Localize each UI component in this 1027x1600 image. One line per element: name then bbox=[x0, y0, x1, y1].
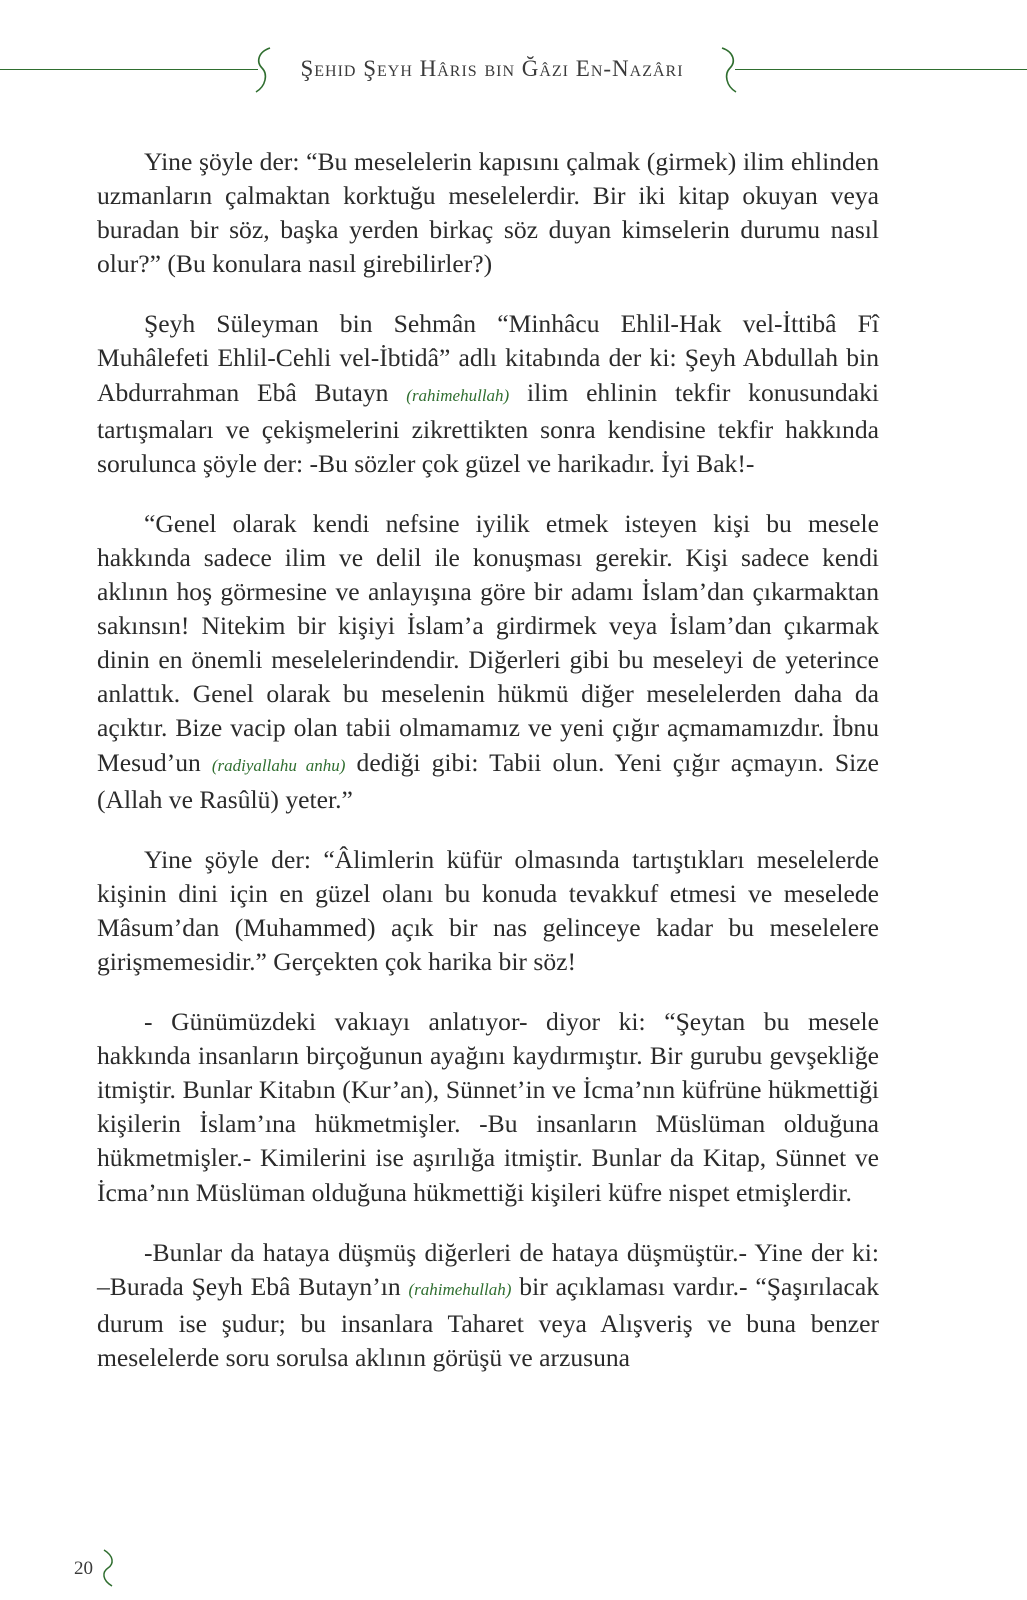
page-ornament-icon bbox=[96, 1548, 118, 1588]
paragraph-text: Yine şöyle der: “Âlimlerin küfür olmasında tartıştıkları meselelerde kişinin dini için en güzel olanı bu konuda tevakkuf etmesi ve meselede Mâsum’dan (Muhammed) açık bir nas gelinceye kadar bu meselelere girişmemesidir.” Gerçekten çok harika bir söz! bbox=[97, 844, 879, 976]
page-number: 20 bbox=[74, 1558, 93, 1579]
paragraph bbox=[97, 307, 879, 480]
paragraph-text: Yine şöyle der: “Bu meselelerin kapısını çalmak (girmek) ilim ehlinden uzmanların çalmaktan korktuğu meselelerdir. Bir iki kitap okuyan veya buradan bir söz, başka yerden birkaç söz duyan kimselerin durumu nasıl olur?” (Bu konulara nasıl girebilirler?) bbox=[97, 147, 879, 279]
body-text bbox=[97, 145, 879, 1375]
right-ornament-icon bbox=[716, 44, 740, 96]
honorific-note: (radiyallahu anhu) bbox=[211, 755, 346, 775]
paragraph-text: ilim ehlinin tekfir konusundaki tartışmaları ve çekişmelerini zikrettikten sonra kendisine tekfir hakkında sorulunca şöyle der: -Bu sözler çok güzel ve harikadır. İyi Bak!- bbox=[97, 377, 879, 478]
paragraph-text: dediği gibi: Tabii olun. Yeni çığır açmayın. Size (Allah ve Rasûlü) yeter.” bbox=[97, 747, 879, 814]
honorific-note: (rahimehullah) bbox=[408, 1279, 512, 1299]
header-rule-left bbox=[0, 69, 258, 70]
paragraph-text: Şeyh Süleyman bin Sehmân “Minhâcu Ehlil-Hak vel-İttibâ Fî Muhâlefeti Ehlil-Cehli vel-İbtidâ” adlı kitabında der ki: Şeyh Abdullah bin Abdurrahman Ebâ Butayn bbox=[97, 309, 879, 407]
paragraph-text: -Bunlar da hataya düşmüş diğerleri de hataya düşmüştür.- Yine der ki: –Burada Şeyh Ebâ Butayn’ın bbox=[97, 1237, 879, 1301]
page-footer bbox=[74, 1548, 134, 1588]
paragraph bbox=[97, 507, 879, 817]
header-title: Şehid Şeyh Hâris bin Ğâzi En-Nazâri bbox=[300, 56, 684, 81]
honorific-note: (rahimehullah) bbox=[406, 385, 510, 405]
paragraph bbox=[97, 145, 879, 281]
paragraph bbox=[97, 1236, 879, 1375]
paragraph bbox=[97, 843, 879, 979]
running-header bbox=[0, 44, 1027, 96]
paragraph bbox=[97, 1005, 879, 1210]
header-rule-right bbox=[735, 69, 1027, 70]
paragraph-text: “Genel olarak kendi nefsine iyilik etmek isteyen kişi bu mesele hakkında sadece ilim ve delil ile konuşması gerekir. Kişi sadece kendi aklının hoş görmesine ve anlayışına göre bir adamı İslam’dan çıkarmaktan sakınsın! Nitekim bir kişiyi İslam’a girdirmek veya İslam’dan çıkarmak dinin en önemli meselelerindendir. Diğerleri gibi bu meseleyi de yeterince anlattık. Genel olarak bu meselenin hükmü diğer meselelerden daha da açıktır. Bize vacip olan tabii olmamamız ve yeni çığır açmamamızdır. İbnu Mesud’un bbox=[97, 508, 879, 777]
paragraph-text: bir açıklaması vardır.- “Şaşırılacak durum ise şudur; bu insanlara Taharet veya Alışveriş ve buna benzer meselelerde soru sorulsa aklının görüşü ve arzusuna bbox=[97, 1271, 879, 1372]
paragraph-text: - Günümüzdeki vakıayı anlatıyor- diyor ki: “Şeytan bu mesele hakkında insanların birçoğunun ayağını kaydırmıştır. Bir gurubu gevşekliğe itmiştir. Bunlar Kitabın (Kur’an), Sünnet’in ve İcma’nın küfrüne hükmettiği kişilerin İslam’ına hükmetmişler. -Bu insanların Müslüman olduğuna hükmetmişler.- Kimilerini ise aşırılığa itmiştir. Bunlar da Kitap, Sünnet ve İcma’nın Müslüman olduğuna hükmettiği kişileri küfre nispet etmişlerdir. bbox=[97, 1007, 879, 1207]
